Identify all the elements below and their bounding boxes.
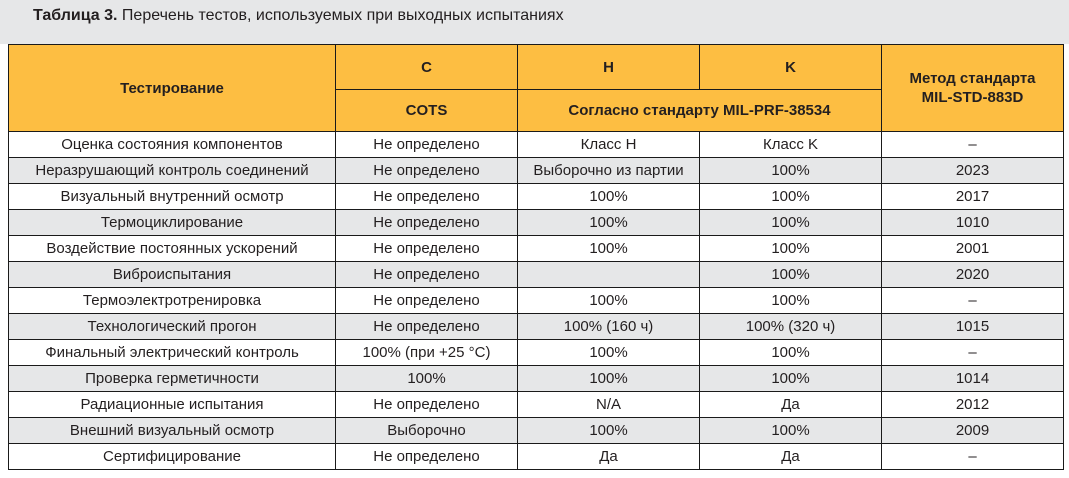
cell-method: 1014: [882, 366, 1064, 392]
header-col-h: H: [518, 45, 700, 90]
cell-test: Воздействие постоянных ускорений: [9, 236, 336, 262]
cell-c: 100%: [336, 366, 518, 392]
cell-h: Да: [518, 444, 700, 470]
cell-method: 1010: [882, 210, 1064, 236]
header-method: [882, 45, 1064, 132]
cell-k: 100%: [700, 184, 882, 210]
cell-method: –: [882, 340, 1064, 366]
header-cots: COTS: [336, 90, 518, 132]
cell-method: 2001: [882, 236, 1064, 262]
cell-h: Класс H: [518, 132, 700, 158]
table-row: [9, 262, 1064, 288]
table-row: [9, 158, 1064, 184]
cell-h: 100%: [518, 210, 700, 236]
cell-k: 100%: [700, 418, 882, 444]
table-row: [9, 132, 1064, 158]
cell-c: Не определено: [336, 392, 518, 418]
cell-h: 100%: [518, 288, 700, 314]
cell-test: Радиационные испытания: [9, 392, 336, 418]
header-method-line1: Метод стандарта: [909, 70, 1036, 87]
cell-c: Выборочно: [336, 418, 518, 444]
cell-h: 100%: [518, 340, 700, 366]
cell-test: Виброиспытания: [9, 262, 336, 288]
cell-h: 100%: [518, 418, 700, 444]
cell-method: 2012: [882, 392, 1064, 418]
cell-test: Внешний визуальный осмотр: [9, 418, 336, 444]
cell-k: 100%: [700, 262, 882, 288]
header-col-c: C: [336, 45, 518, 90]
table-row: [9, 418, 1064, 444]
table-body: [9, 132, 1064, 470]
cell-c: Не определено: [336, 158, 518, 184]
cell-method: –: [882, 132, 1064, 158]
cell-test: Визуальный внутренний осмотр: [9, 184, 336, 210]
cell-h: [518, 262, 700, 288]
cell-k: 100%: [700, 236, 882, 262]
cell-method: 2023: [882, 158, 1064, 184]
cell-c: Не определено: [336, 184, 518, 210]
table-caption: [33, 6, 564, 26]
header-row-1: [9, 45, 1064, 90]
table-row: [9, 210, 1064, 236]
cell-k: 100%: [700, 288, 882, 314]
cell-method: –: [882, 444, 1064, 470]
cell-c: Не определено: [336, 288, 518, 314]
cell-c: 100% (при +25 °С): [336, 340, 518, 366]
caption-label: Таблица 3.: [33, 7, 118, 24]
cell-c: Не определено: [336, 210, 518, 236]
cell-h: 100%: [518, 184, 700, 210]
caption-text: Перечень тестов, используемых при выходных испытаниях: [117, 7, 564, 24]
header-standard: Согласно стандарту MIL-PRF-38534: [518, 90, 882, 132]
table-row: [9, 314, 1064, 340]
cell-k: 100%: [700, 340, 882, 366]
cell-h: N/A: [518, 392, 700, 418]
cell-method: –: [882, 288, 1064, 314]
cell-test: Неразрушающий контроль соединений: [9, 158, 336, 184]
table-row: [9, 444, 1064, 470]
cell-c: Не определено: [336, 262, 518, 288]
cell-test: Технологический прогон: [9, 314, 336, 340]
cell-k: Класс K: [700, 132, 882, 158]
cell-h: 100%: [518, 236, 700, 262]
cell-method: 2017: [882, 184, 1064, 210]
cell-c: Не определено: [336, 132, 518, 158]
table-row: [9, 288, 1064, 314]
cell-test: Сертифицирование: [9, 444, 336, 470]
cell-method: 2020: [882, 262, 1064, 288]
cell-h: 100%: [518, 366, 700, 392]
cell-k: Да: [700, 444, 882, 470]
table-row: [9, 184, 1064, 210]
cell-test: Финальный электрический контроль: [9, 340, 336, 366]
cell-method: 1015: [882, 314, 1064, 340]
tests-table: [8, 44, 1064, 470]
cell-test: Проверка герметичности: [9, 366, 336, 392]
header-testing: Тестирование: [9, 45, 336, 132]
cell-h: Выборочно из партии: [518, 158, 700, 184]
cell-c: Не определено: [336, 236, 518, 262]
header-method-line2: MIL-STD-883D: [921, 89, 1024, 106]
cell-k: 100%: [700, 158, 882, 184]
table-row: [9, 392, 1064, 418]
cell-c: Не определено: [336, 314, 518, 340]
cell-test: Термоэлектротренировка: [9, 288, 336, 314]
cell-k: 100% (320 ч): [700, 314, 882, 340]
table-row: [9, 340, 1064, 366]
table-header: [9, 45, 1064, 132]
header-col-k: K: [700, 45, 882, 90]
cell-k: 100%: [700, 366, 882, 392]
cell-k: 100%: [700, 210, 882, 236]
table-row: [9, 366, 1064, 392]
cell-test: Оценка состояния компонентов: [9, 132, 336, 158]
cell-h: 100% (160 ч): [518, 314, 700, 340]
table-row: [9, 236, 1064, 262]
cell-c: Не определено: [336, 444, 518, 470]
cell-method: 2009: [882, 418, 1064, 444]
cell-test: Термоциклирование: [9, 210, 336, 236]
cell-k: Да: [700, 392, 882, 418]
